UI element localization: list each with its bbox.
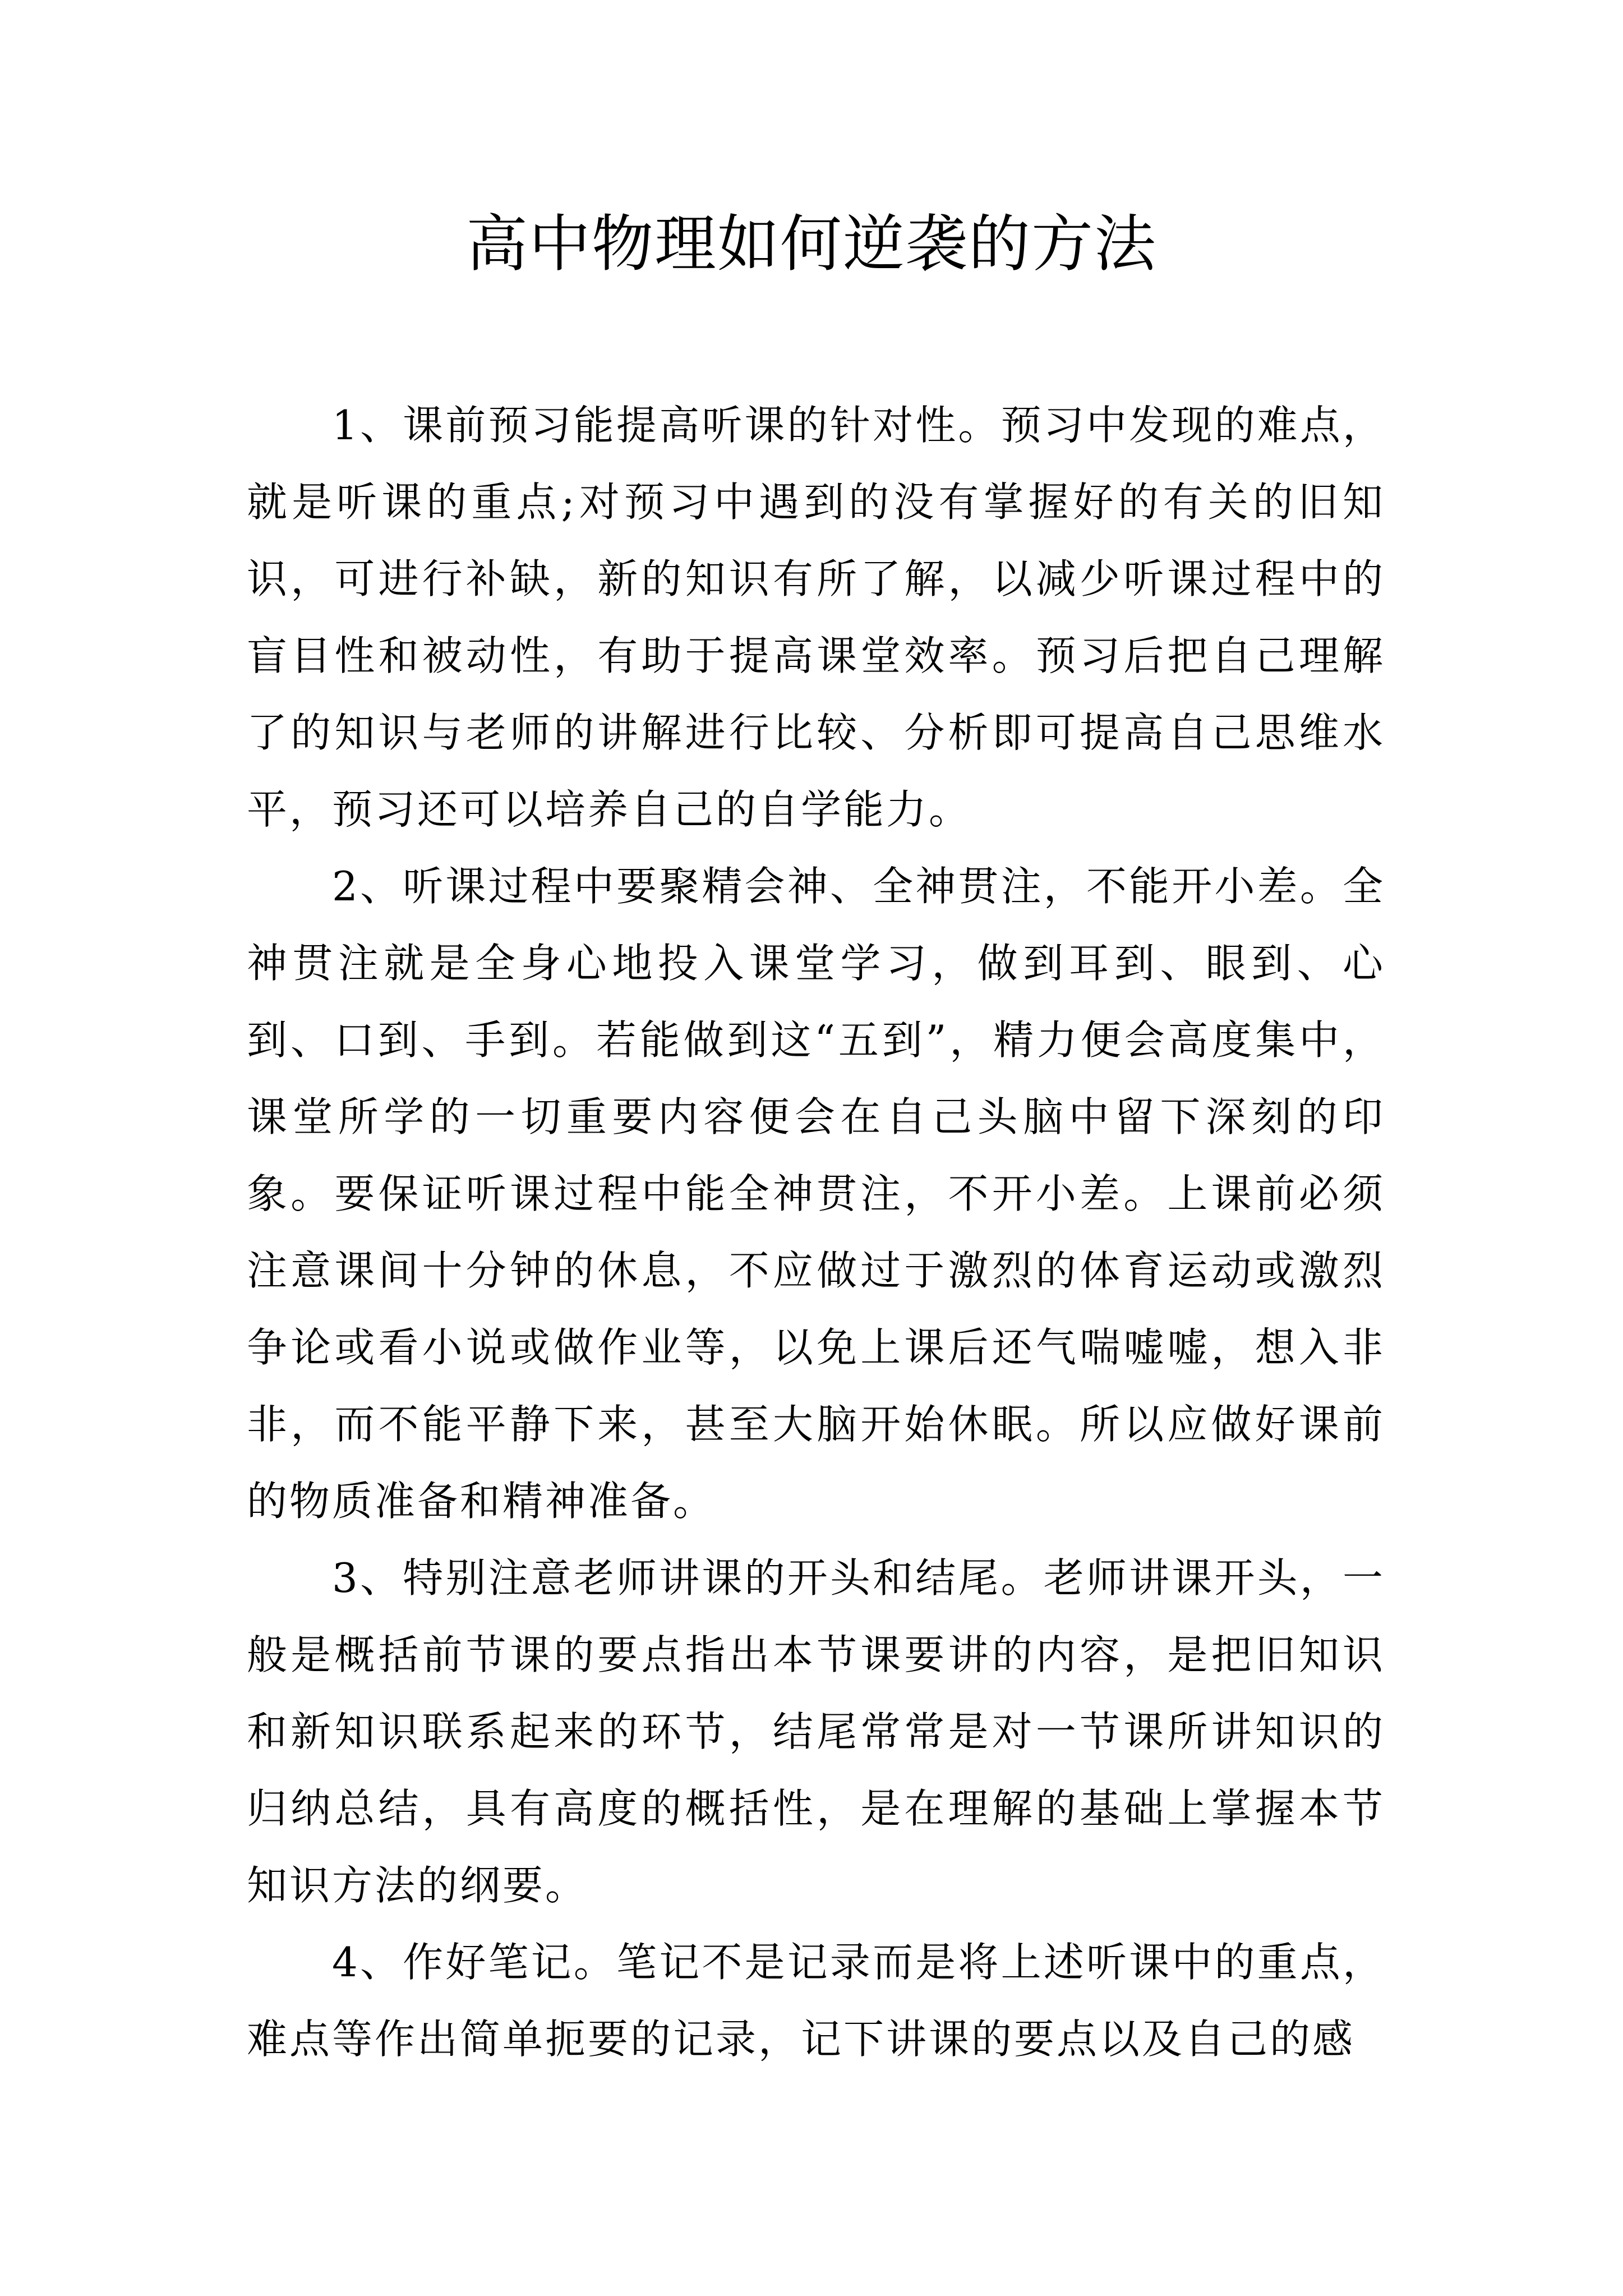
paragraph-2: 2、听课过程中要聚精会神、全神贯注，不能开小差。全神贯注就是全身心地投入课堂学习，做到耳到、眼到、心到、口到、手到。若能做到这“五到”，精力便会高度集中，课堂所学的一切重要内容便会在自己头脑中留下深刻的印象。要保证听课过程中能全神贯注，不开小差。上课前必须注意课间十分钟的休息，不应做过于激烈的体育运动或激烈争论或看小说或做作业等，以免上课后还气喘嘘嘘，想入非非，而不能平静下来，甚至大脑开始休眠。所以应做好课前的物质准备和精神准备。 [247, 863, 1385, 1525]
document-body [247, 387, 1385, 2078]
paragraph-3: 3、特别注意老师讲课的开头和结尾。老师讲课开头，一般是概括前节课的要点指出本节课要讲的内容，是把旧知识和新知识联系起来的环节，结尾常常是对一节课所讲知识的归纳总结，具有高度的概括性，是在理解的基础上掌握本节知识方法的纲要。 [247, 1554, 1385, 1909]
document-title: 高中物理如何逆袭的方法 [466, 208, 1157, 280]
paragraph-4: 4、作好笔记。笔记不是记录而是将上述听课中的重点，难点等作出简单扼要的记录，记下讲课的要点以及自己的感 [247, 1939, 1385, 2063]
paragraph-1: 1、课前预习能提高听课的针对性。预习中发现的难点，就是听课的重点;对预习中遇到的没有掌握好的有关的旧知识，可进行补缺，新的知识有所了解，以减少听课过程中的盲目性和被动性，有助于提高课堂效率。预习后把自己理解了的知识与老师的讲解进行比较、分析即可提高自己思维水平，预习还可以培养自己的自学能力。 [247, 402, 1385, 833]
